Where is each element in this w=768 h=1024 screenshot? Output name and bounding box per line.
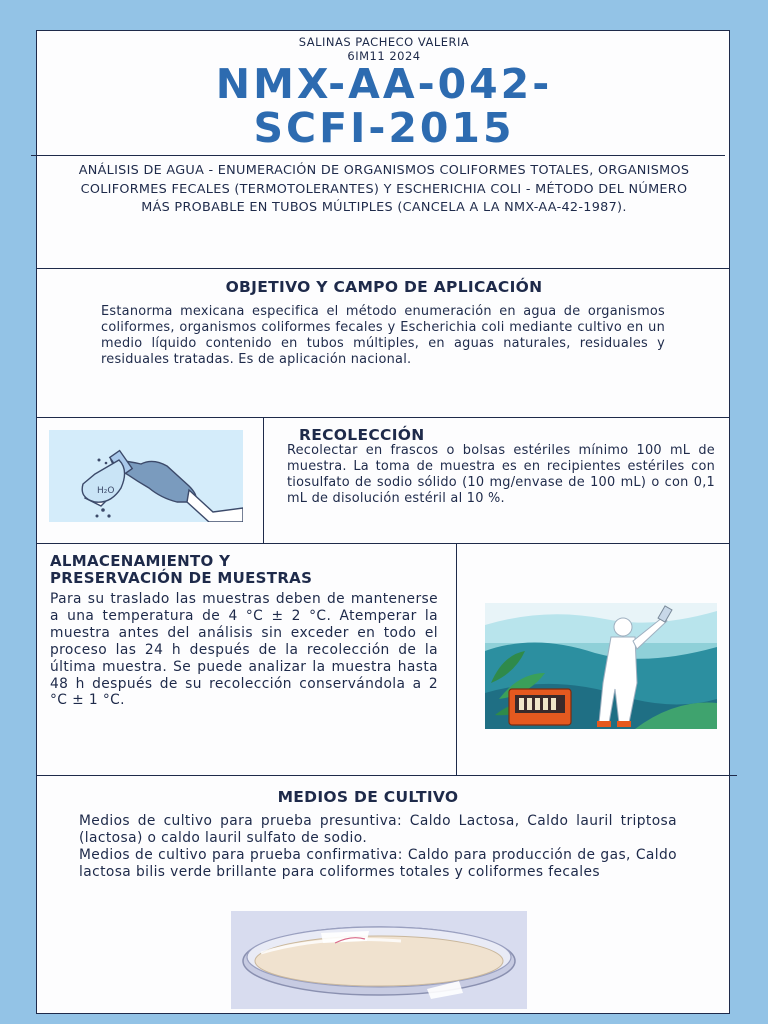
petri-dish-illustration <box>231 911 527 1009</box>
medios-text <box>79 813 677 881</box>
norm-description: ANÁLISIS DE AGUA - ENUMERACIÓN DE ORGANISMOS COLIFORMES TOTALES, ORGANISMOS COLIFORMES FECALES (TERMOTOLERANTES) Y ESCHERICHIA COLI - MÉTODO DEL NÚMERO MÁS PROBABLE EN TUBOS MÚLTIPLES (CANCELA A LA NMX-AA-42-1987). <box>78 163 690 215</box>
field-sampling-illustration <box>485 603 717 729</box>
divider-subtitle <box>37 268 729 269</box>
group-year: 6IM11 2024 <box>347 49 421 63</box>
sample-hand-illustration <box>49 430 243 522</box>
objetivo-heading: OBJETIVO Y CAMPO DE APLICACIÓN <box>225 278 543 296</box>
divider-recoleccion-vertical <box>263 417 264 543</box>
objetivo-text: Estanorma mexicana especifica el método enumeración en agua de organismos coliformes, organismos coliformes fecales y Escherichia coli mediante cultivo en un medio líquido contenido en tubos múltiples, en aguas naturales, residuales y residuales tratadas. Es de aplicación nacional. <box>101 304 665 367</box>
divider-almacenamiento <box>37 775 737 776</box>
medios-heading: MEDIOS DE CULTIVO <box>277 788 459 806</box>
scientist-sampling-icon <box>485 603 717 729</box>
almacenamiento-heading-line-2: PRESERVACIÓN DE MUESTRAS <box>50 569 313 587</box>
title-line-2: SCFI-2015 <box>253 104 515 152</box>
page-title <box>37 62 731 150</box>
divider-objetivo <box>37 417 729 418</box>
recoleccion-heading: RECOLECCIÓN <box>299 426 425 444</box>
almacenamiento-heading <box>50 553 312 587</box>
petri-dish-icon <box>231 911 527 1009</box>
divider-title <box>31 155 725 156</box>
title-line-1: NMX-AA-042- <box>215 60 553 108</box>
infographic-sheet <box>36 30 730 1014</box>
medios-confirmativa-text: Medios de cultivo para prueba confirmativa: Caldo para producción de gas, Caldo lactosa bilis verde brillante para coliformes totales y coliformes fecales <box>79 847 677 880</box>
gloved-hand-flask-icon <box>49 430 243 522</box>
divider-almacenamiento-vertical <box>456 543 457 775</box>
flask-label: H₂O <box>97 486 115 496</box>
author-block <box>37 35 731 63</box>
medios-presuntiva-text: Medios de cultivo para prueba presuntiva: Caldo Lactosa, Caldo lauril triptosa (lactosa) o caldo lauril sulfato de sodio. <box>79 813 677 846</box>
recoleccion-text: Recolectar en frascos o bolsas estériles mínimo 100 mL de muestra. La toma de muestra es en recipientes estériles con tiosulfato de sodio sólido (10 mg/envase de 100 mL) o con 0,1 mL de disolución estéril al 10 %. <box>287 443 715 506</box>
author-name: SALINAS PACHECO VALERIA <box>298 35 470 49</box>
almacenamiento-text: Para su traslado las muestras deben de mantenerse a una temperatura de 4 °C ± 2 °C. Atemperar la muestra antes del análisis sin exceder en todo el proceso las 24 h después de la recolección de la última muestra. Se puede analizar la muestra hasta 48 h después de su recolección conservándola a 2 °C ± 1 °C. <box>50 591 438 709</box>
almacenamiento-heading-line-1: ALMACENAMIENTO Y <box>50 552 231 570</box>
divider-recoleccion <box>37 543 729 544</box>
